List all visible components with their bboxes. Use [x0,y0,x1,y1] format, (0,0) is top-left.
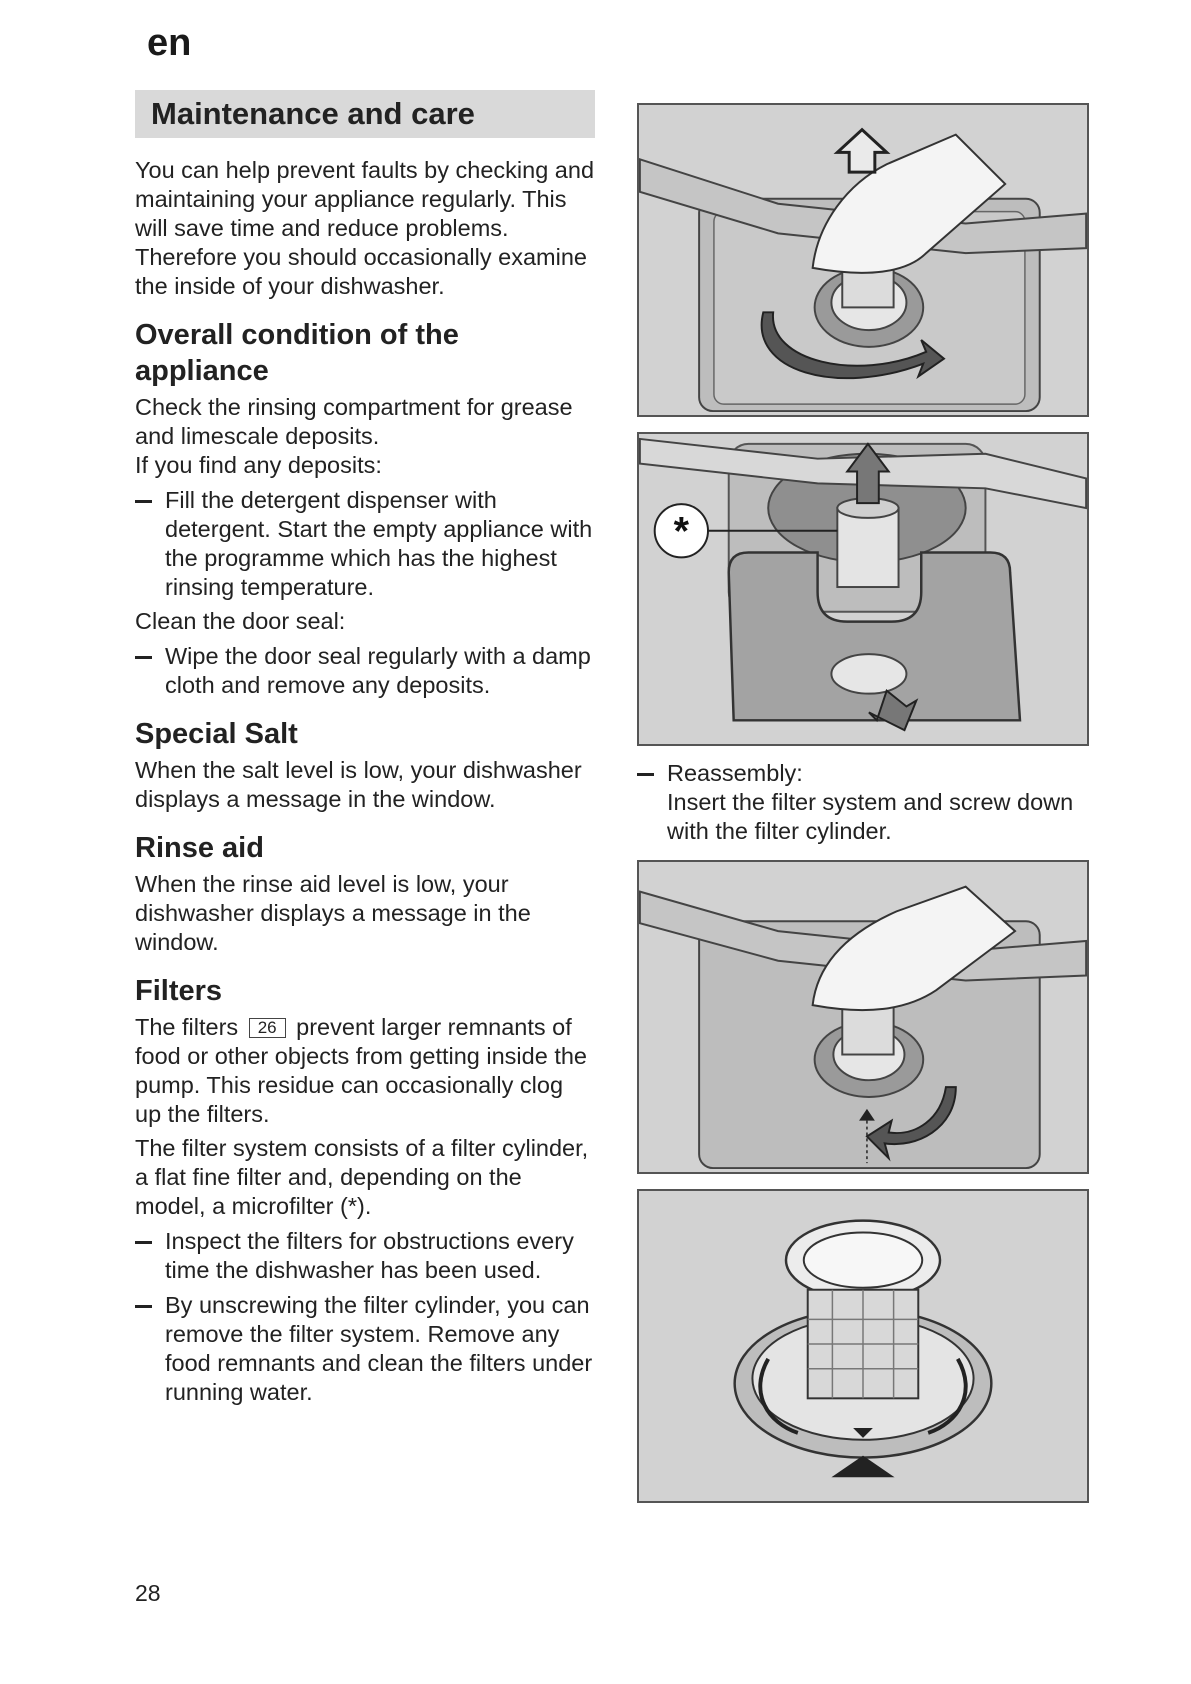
rinse-paragraph: When the rinse aid level is low, your dishwasher displays a message in the window. [135,871,531,955]
salt-paragraph: When the salt level is low, your dishwasher displays a message in the window. [135,757,582,812]
filters-paragraph-1 [135,1013,595,1129]
filters-bullet-1: Inspect the filters for obstructions every time the dishwasher has been used. [135,1227,595,1285]
page-number: 28 [135,1580,161,1606]
overall-bullet-1: Fill the detergent dispenser with detergent. Start the empty appliance with the programme which has the highest rinsing temperature. [135,486,595,602]
rinse-heading: Rinse aid [135,832,264,864]
special-salt-section [135,716,595,814]
rinse-aid-section [135,830,595,957]
overall-bullet-2: Wipe the door seal regularly with a damp cloth and remove any deposits. [135,642,595,700]
filters-text-after: prevent larger remnants of food or other objects from getting inside the pump. This residue can occasionally clog up the filters. [135,1014,587,1127]
remove-filter-illustration [639,105,1087,415]
overall-heading: Overall condition of the appliance [135,319,459,387]
overall-condition-section [135,317,595,700]
filters-paragraph-2: The filter system consists of a filter cylinder, a flat fine filter and, depending on the model, a microfilter (*). [135,1135,589,1219]
filters-section [135,973,595,1407]
figure-reinsert-filter [637,860,1089,1174]
overall-paragraph-1: Check the rinsing compartment for grease and limescale deposits. [135,394,573,449]
reassembly-note [637,759,1097,846]
figure-filter-system [637,432,1089,746]
filters-heading: Filters [135,975,223,1007]
reassembly-text: Insert the filter system and screw down with the filter cylinder. [667,789,1074,844]
overall-paragraph-2: If you find any deposits: [135,452,382,478]
microfilter-marker: * [673,509,690,554]
filters-bullet-2: By unscrewing the filter cylinder, you can remove the filter system. Remove any food remnants and clean the filters under running water. [135,1291,595,1407]
figure-filter-closeup [637,1189,1089,1503]
reassembly-label: Reassembly: [667,760,803,786]
filters-reference-number: 26 [249,1018,286,1038]
filter-closeup-illustration [639,1191,1087,1501]
intro-paragraph: You can help prevent faults by checking and maintaining your appliance regularly. This will save time and reduce problems. Therefore you should occasionally examine the inside of your dishwasher. [135,157,595,299]
salt-heading: Special Salt [135,718,298,750]
filter-system-illustration [639,434,1087,744]
language-code: en [147,22,192,64]
figure-remove-filter [637,103,1089,417]
reinsert-filter-illustration [639,862,1087,1172]
text-column [135,90,595,1407]
reassembly-bullet [637,759,1097,846]
overall-paragraph-3: Clean the door seal: [135,608,346,634]
filters-text-before: The filters [135,1014,239,1040]
section-title: Maintenance and care [135,90,595,138]
